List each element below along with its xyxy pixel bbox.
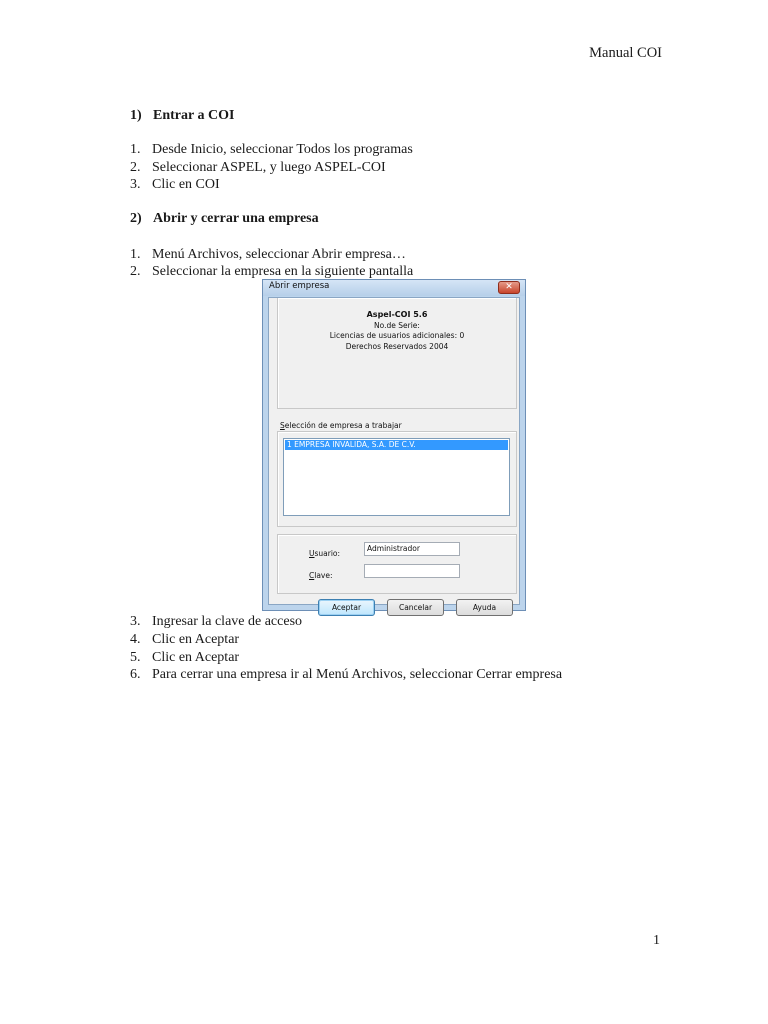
- list-number: 2.: [130, 264, 141, 279]
- product-name: Aspel-COI 5.6: [366, 310, 428, 319]
- cancel-button[interactable]: Cancelar: [387, 599, 444, 616]
- list-number: 4.: [130, 632, 141, 647]
- dialog-title: Abrir empresa: [269, 281, 330, 291]
- serial-label: No.de Serie:: [374, 320, 420, 330]
- list-text: Para cerrar una empresa ir al Menú Archivos, seleccionar Cerrar empresa: [152, 667, 563, 682]
- password-input[interactable]: [364, 564, 460, 578]
- list-item: [130, 613, 302, 631]
- licenses-text: Licencias de usuarios adicionales: 0: [329, 331, 465, 340]
- list-number: 6.: [130, 667, 141, 682]
- dialog-titlebar: [263, 280, 525, 296]
- rights-text: Derechos Reservados 2004: [345, 341, 449, 351]
- list-number: 1.: [130, 247, 141, 262]
- password-label: Clave:: [309, 571, 333, 580]
- list-item: [130, 666, 562, 684]
- user-input[interactable]: Administrador: [364, 542, 460, 556]
- open-company-dialog: [262, 279, 526, 611]
- section-2-heading: [130, 210, 319, 228]
- list-item: [130, 141, 413, 159]
- accept-button[interactable]: Aceptar: [318, 599, 375, 616]
- list-number: 3.: [130, 177, 141, 192]
- list-number: 1.: [130, 142, 141, 157]
- page-number: 1: [653, 933, 660, 948]
- section-1-heading: [130, 107, 234, 125]
- running-header: Manual COI: [589, 45, 662, 61]
- user-label: Usuario:: [309, 549, 341, 558]
- company-selection-label: Selección de empresa a trabajar: [280, 421, 402, 430]
- help-button[interactable]: Ayuda: [456, 599, 513, 616]
- list-text: Ingresar la clave de acceso: [152, 614, 303, 629]
- dialog-body: [268, 297, 520, 612]
- list-text: Clic en Aceptar: [152, 632, 240, 647]
- company-listbox[interactable]: [283, 438, 510, 516]
- list-item: [130, 246, 406, 264]
- list-number: 2.: [130, 160, 141, 175]
- list-text: Seleccionar ASPEL, y luego ASPEL-COI: [152, 160, 386, 175]
- list-item: [130, 176, 220, 194]
- list-number: 5.: [130, 650, 141, 665]
- section-2-title: Abrir y cerrar una empresa: [153, 211, 319, 226]
- section-1-title: Entrar a COI: [153, 108, 235, 123]
- section-2-number: 2): [130, 211, 142, 226]
- list-item: [130, 649, 239, 667]
- list-text: Clic en Aceptar: [152, 650, 240, 665]
- list-text: Desde Inicio, seleccionar Todos los programas: [152, 142, 413, 157]
- company-list-item-selected[interactable]: 1 EMPRESA INVALIDA, S.A. DE C.V.: [285, 440, 508, 450]
- list-text: Clic en COI: [152, 177, 220, 192]
- list-item: [130, 631, 239, 649]
- product-info: [281, 310, 513, 352]
- list-item: [130, 159, 386, 177]
- list-text: Menú Archivos, seleccionar Abrir empresa…: [152, 247, 406, 262]
- section-1-number: 1): [130, 108, 142, 123]
- close-icon[interactable]: ✕: [498, 281, 520, 294]
- list-text: Seleccionar la empresa en la siguiente pantalla: [152, 264, 414, 279]
- list-number: 3.: [130, 614, 141, 629]
